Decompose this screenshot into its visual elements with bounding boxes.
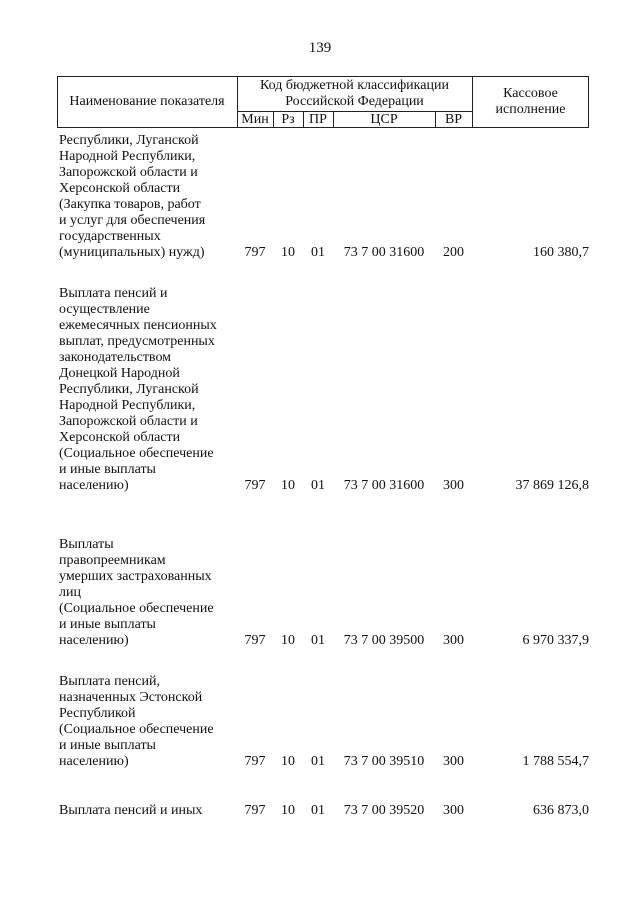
row-rz: 10 — [281, 803, 295, 818]
header-col-min: Мин — [241, 112, 269, 127]
row-name-line: Республики, Луганской — [59, 133, 199, 148]
row-name-line: умерших застрахованных — [59, 569, 212, 584]
row-name-line: выплат, предусмотренных — [59, 334, 215, 349]
row-name — [59, 803, 237, 819]
header-code-line2: Российской Федерации — [285, 94, 424, 109]
row-name-line: Запорожской области и — [59, 414, 198, 429]
table-row — [57, 803, 589, 819]
row-name-line: Херсонской области — [59, 430, 181, 445]
row-amount: 6 970 337,9 — [522, 633, 589, 648]
row-csr: 73 7 00 31600 — [343, 478, 425, 493]
row-name-line: (Социальное обеспечение — [59, 446, 214, 461]
row-name — [59, 674, 237, 770]
row-pr: 01 — [311, 754, 325, 769]
row-min: 797 — [244, 245, 266, 260]
row-name-line: и иные выплаты — [59, 738, 156, 753]
row-vr: 300 — [443, 478, 464, 493]
row-rz: 10 — [281, 245, 295, 260]
row-name-line: Выплата пенсий и иных — [59, 803, 203, 818]
row-name-line: ежемесячных пенсионных — [59, 318, 217, 333]
row-pr: 01 — [311, 245, 325, 260]
row-name-line: и иные выплаты — [59, 617, 156, 632]
row-name-line: Выплата пенсий, — [59, 674, 160, 689]
row-rz: 10 — [281, 754, 295, 769]
table-row — [57, 674, 589, 770]
row-name-line: (муниципальных) нужд) — [59, 245, 205, 260]
row-name — [59, 286, 237, 494]
row-pr: 01 — [311, 478, 325, 493]
row-name-line: лиц — [59, 585, 81, 600]
row-min: 797 — [244, 803, 266, 818]
row-name-line: населению) — [59, 478, 129, 493]
row-name-line: Народной Республики, — [59, 398, 196, 413]
row-name-line: (Социальное обеспечение — [59, 601, 214, 616]
header-col-csr: ЦСР — [370, 112, 398, 127]
row-csr: 73 7 00 39520 — [343, 803, 425, 818]
row-name — [59, 133, 237, 261]
row-name-line: государственных — [59, 229, 161, 244]
row-name-line: назначенных Эстонской — [59, 690, 203, 705]
row-name-line: Запорожской области и — [59, 165, 198, 180]
row-name-line: Выплаты — [59, 537, 114, 552]
row-name — [59, 537, 237, 649]
table-row — [57, 537, 589, 649]
row-vr: 300 — [443, 633, 464, 648]
row-pr: 01 — [311, 633, 325, 648]
row-vr: 300 — [443, 803, 464, 818]
table-row — [57, 133, 589, 261]
row-name-line: населению) — [59, 754, 129, 769]
header-amount-line1: Кассовое — [503, 86, 558, 101]
row-name-line: Донецкой Народной — [59, 366, 180, 381]
row-min: 797 — [244, 754, 266, 769]
row-name-line: правопреемникам — [59, 553, 166, 568]
header-top-line — [57, 76, 589, 77]
row-pr: 01 — [311, 803, 325, 818]
row-csr: 73 7 00 39500 — [343, 633, 425, 648]
row-amount: 1 788 554,7 — [522, 754, 589, 769]
page-number: 139 — [308, 40, 332, 56]
row-name-line: осуществление — [59, 302, 150, 317]
row-vr: 300 — [443, 754, 464, 769]
row-name-line: (Закупка товаров, работ — [59, 197, 201, 212]
header-col-rz: Рз — [281, 112, 295, 127]
table-row — [57, 286, 589, 494]
row-min: 797 — [244, 478, 266, 493]
row-name-line: Выплата пенсий и — [59, 286, 168, 301]
table-header — [57, 76, 589, 128]
row-vr: 200 — [443, 245, 464, 260]
header-amount-line2: исполнение — [495, 102, 566, 117]
row-name-line: (Социальное обеспечение — [59, 722, 214, 737]
row-name-line: и услуг для обеспечения — [59, 213, 206, 228]
row-amount: 636 873,0 — [533, 803, 589, 818]
header-code-line1: Код бюджетной классификации — [260, 78, 449, 93]
header-col-pr: ПР — [309, 112, 327, 127]
row-csr: 73 7 00 31600 — [343, 245, 425, 260]
row-min: 797 — [244, 633, 266, 648]
row-name-line: Херсонской области — [59, 181, 181, 196]
row-name-line: населению) — [59, 633, 129, 648]
row-name-line: законодательством — [59, 350, 172, 365]
row-csr: 73 7 00 39510 — [343, 754, 425, 769]
header-col-vr: ВР — [444, 112, 463, 127]
row-amount: 160 380,7 — [533, 245, 589, 260]
row-amount: 37 869 126,8 — [515, 478, 589, 493]
row-rz: 10 — [281, 478, 295, 493]
row-rz: 10 — [281, 633, 295, 648]
row-name-line: Народной Республики, — [59, 149, 196, 164]
header-name-col: Наименование показателя — [69, 94, 225, 109]
row-name-line: Республики, Луганской — [59, 382, 199, 397]
row-name-line: и иные выплаты — [59, 462, 156, 477]
row-name-line: Республикой — [59, 706, 136, 721]
